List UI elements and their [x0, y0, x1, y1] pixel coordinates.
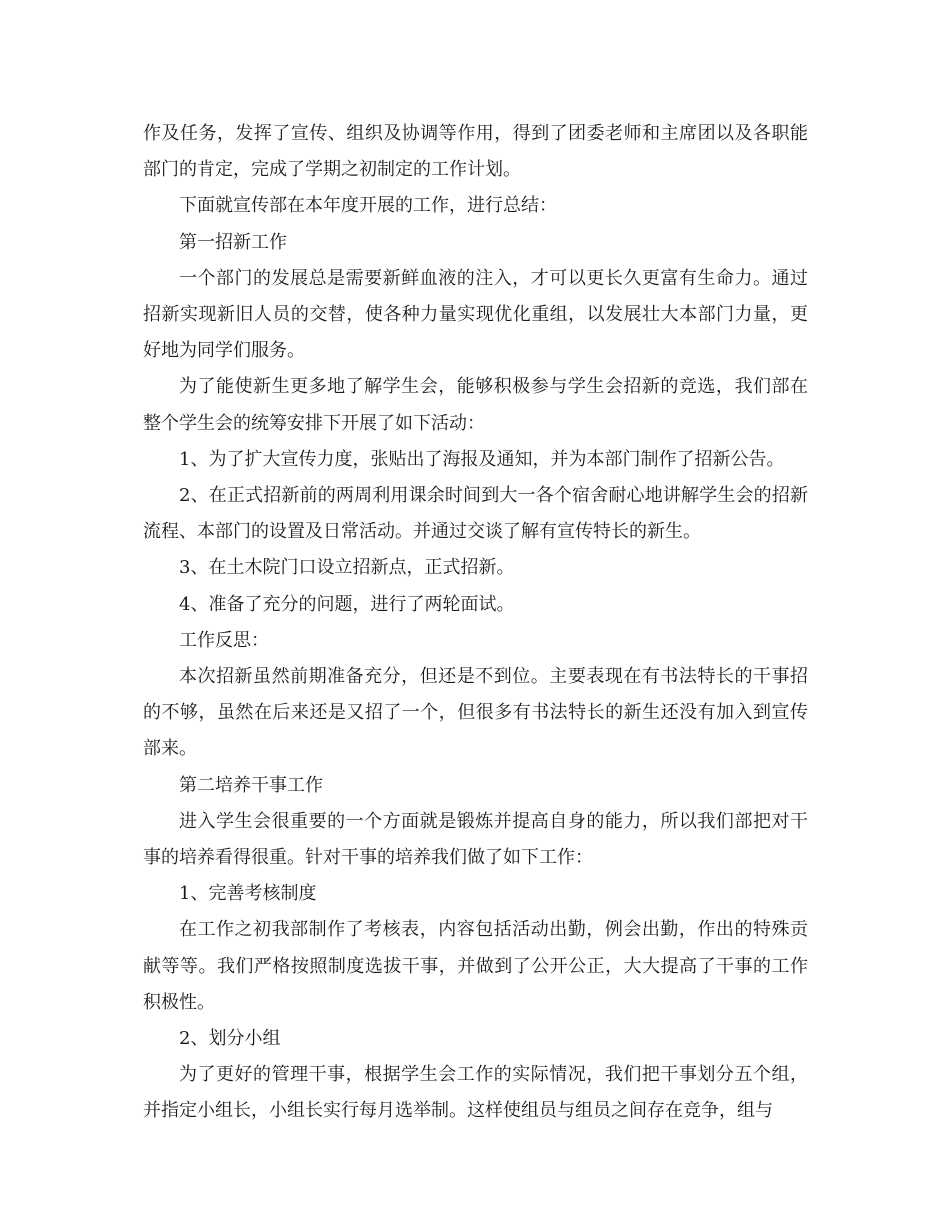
- list-item: 2、划分小组: [179, 1028, 281, 1050]
- paragraph: 本次招新虽然前期准备充分，但还是不到位。主要表现在有书法特长的干事招的不够，虽然在后来还是又招了一个，但很多有书法特长的新生还没有加入到宣传部来。: [143, 666, 808, 760]
- paragraph-intro: 下面就宣传部在本年度开展的工作，进行总结：: [179, 195, 557, 217]
- section-heading-training: 第二培养干事工作: [179, 774, 323, 796]
- paragraph: 在工作之初我部制作了考核表，内容包括活动出勤，例会出勤，作出的特殊贡献等等。我们严格按照制度选拔干事，并做到了公开公正，大大提高了干事的工作积极性。: [143, 919, 808, 1013]
- paragraph-continuation: 作及任务，发挥了宣传、组织及协调等作用，得到了团委老师和主席团以及各职能部门的肯定，完成了学期之初制定的工作计划。: [143, 123, 808, 181]
- list-item: 1、为了扩大宣传力度，张贴出了海报及通知，并为本部门制作了招新公告。: [179, 448, 785, 470]
- paragraph: 一个部门的发展总是需要新鲜血液的注入，才可以更长久更富有生命力。通过招新实现新旧人员的交替，使各种力量实现优化重组，以发展壮大本部门力量，更好地为同学们服务。: [143, 267, 808, 362]
- list-item: 3、在土木院门口设立招新点，正式招新。: [179, 557, 515, 579]
- paragraph: 为了能使新生更多地了解学生会，能够积极参与学生会招新的竞选，我们部在整个学生会的统筹安排下开展了如下活动：: [143, 376, 808, 434]
- section-heading-recruitment: 第一招新工作: [179, 231, 287, 253]
- list-item: 4、准备了充分的问题，进行了两轮面试。: [179, 593, 515, 615]
- document-body: [143, 116, 808, 1130]
- paragraph: 进入学生会很重要的一个方面就是锻炼并提高自身的能力，所以我们部把对干事的培养看得很重。针对干事的培养我们做了如下工作：: [143, 810, 808, 869]
- list-item: 2、在正式招新前的两周利用课余时间到大一各个宿舍耐心地讲解学生会的招新流程、本部门的设置及日常活动。并通过交谈了解有宣传特长的新生。: [143, 485, 808, 543]
- paragraph: 为了更好的管理干事，根据学生会工作的实际情况，我们把干事划分五个组，并指定小组长，小组长实行每月选举制。这样使组员与组员之间存在竞争，组与: [143, 1064, 808, 1122]
- subheading-reflection: 工作反思：: [179, 629, 269, 651]
- list-item: 1、完善考核制度: [179, 883, 317, 905]
